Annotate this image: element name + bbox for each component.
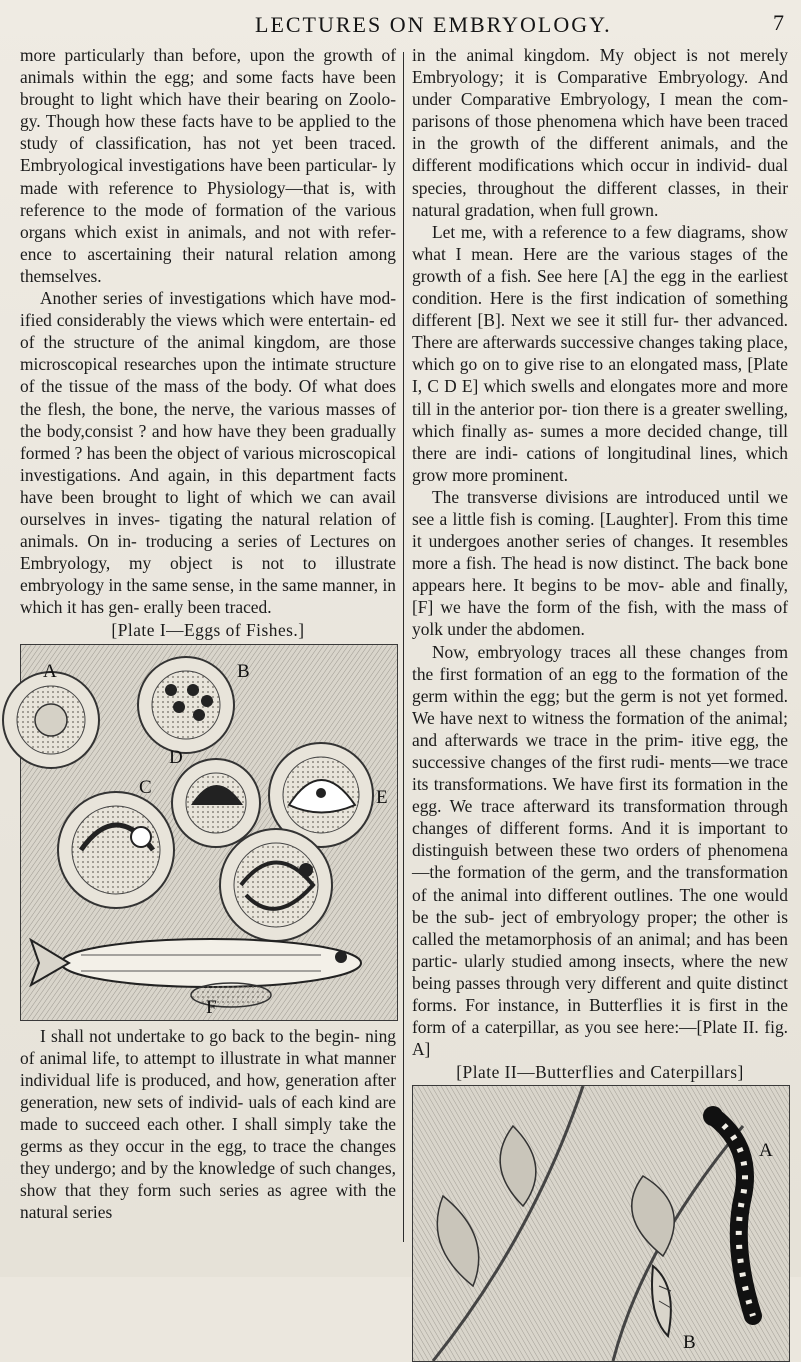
running-header: [0, 6, 801, 40]
figure-label-a: A: [43, 660, 57, 682]
paragraph: more particularly than before, upon the growth of animals within the egg; and some facts have been brought to light which have their bearing on Zoolo- gy. Though how these facts have to be applied to the study of classification, has not yet been traced. Embryological investigations have been particular- ly made with reference to Physiology—that is, with reference to the mode of formation of the various organs which exist in animals, and not with refer- ence to ascertaining their natural relation among themselves.: [20, 45, 396, 286]
right-column: [412, 44, 788, 1362]
figure-label-b: B: [237, 660, 250, 682]
column-divider: [403, 52, 404, 1242]
paragraph: I shall not undertake to go back to the begin- ning of animal life, to attempt to illustrate in what manner individual life is produced, and how, generation after generation, new sets of individ- uals of each kind are made to succeed each other. I shall simply take the germs as they occur in the egg, to trace the changes they undergo; and by the knowledge of such changes, show that they form such series as agree with the natural series: [20, 1025, 396, 1223]
paragraph: Let me, with a reference to a few diagrams, show what I mean. Here are the various stages of the growth of a fish. See here [A] the egg in the earliest condition. Here is the first indication of something different [B]. Next we see it still fur- ther advanced. There are afterwards successive changes taking place, which go on to give rise to an elongated mass, [Plate I, C D E] which swells and elongates more and more till in the anterior por- tion there is a greater swelling, which finally as- sumes a more decided change, till there are indi- cations of longitudinal lines, which grow more prominent.: [412, 221, 788, 485]
paragraph: The transverse divisions are introduced until we see a little fish is coming. [Laughter]. From this time it undergoes another series of changes. It resembles more a fish. The head is now distinct. The back bone appears here. It begins to be mov- able and finally, [F] we have the form of the fish, with the mass of yolk under the abdomen.: [412, 486, 788, 640]
page-number: 7: [773, 10, 784, 35]
figure-label-d: D: [169, 746, 183, 768]
plate-butterflies-and-caterpillars: [412, 1085, 790, 1362]
paragraph: Now, embryology traces all these changes from the first formation of an egg to the formation of the germ within the egg; but the germ is not yet formed. We have next to witness the formation of the animal; and afterwards we trace in the prim- itive egg, the successive changes of the first rudi- ments—we trace its transformations. We have first its formation in the egg. We trace afterward its transformation through changes of different forms. And it is important to distinguish between these two orders of phenomena—the formation of the germ, and the transformation of the animal into different outlines. The one would be the sub- ject of embryology proper; the other is called the metamorphosis of an animal; and has been partic- ularly studied among insects, where the new being passes through very different and quite distinct forms. For instance, in Butterflies it is first in the form of a caterpillar, as you see here:—[Plate II. fig. A]: [412, 641, 788, 1060]
plate-caption: [Plate II—Butterflies and Caterpillars]: [456, 1062, 744, 1083]
paragraph: in the animal kingdom. My object is not merely Embryology; it is Comparative Embryology. And under Comparative Embryology, I mean the com- parisons of those phenomena which have been traced in the growth of the different animals, and the different modifications which occur in individ- dual species, throughout the different classes, in their natural gradation, when full grown.: [412, 45, 788, 220]
figure-label-a: A: [759, 1140, 773, 1162]
plate-caption: [Plate I—Eggs of Fishes.]: [111, 620, 305, 641]
figure-label-e: E: [376, 786, 388, 808]
left-column: [20, 44, 396, 1223]
running-title: LECTURES ON EMBRYOLOGY.: [255, 12, 612, 37]
plate-eggs-of-fishes: [20, 644, 398, 1021]
figure-label-c: C: [139, 776, 152, 798]
figure-coiled-embryo: [220, 829, 332, 941]
figure-label-f: F: [206, 996, 217, 1018]
paragraph: Another series of investigations which have mod- ified considerably the views which were entertain- ed of the structure of the animal kingdom, are those microscopical researches upon the intimate structure of the tissue of the mass of the body. Of what does the flesh, the bone, the nerve, the various masses of the body,consist ? and how have they been gradually formed ? has been the object of various microscopical investigations. And again, in this department facts have been brought to light of which we can avail ourselves in inves- tigating the natural relation of animals. On in- troducing a series of Lectures on Embryology, my object is not to illustrate embryology in the same sense, in the same manner, in which it has gen- erally been traced.: [20, 288, 396, 618]
figure-label-b: B: [683, 1332, 696, 1354]
